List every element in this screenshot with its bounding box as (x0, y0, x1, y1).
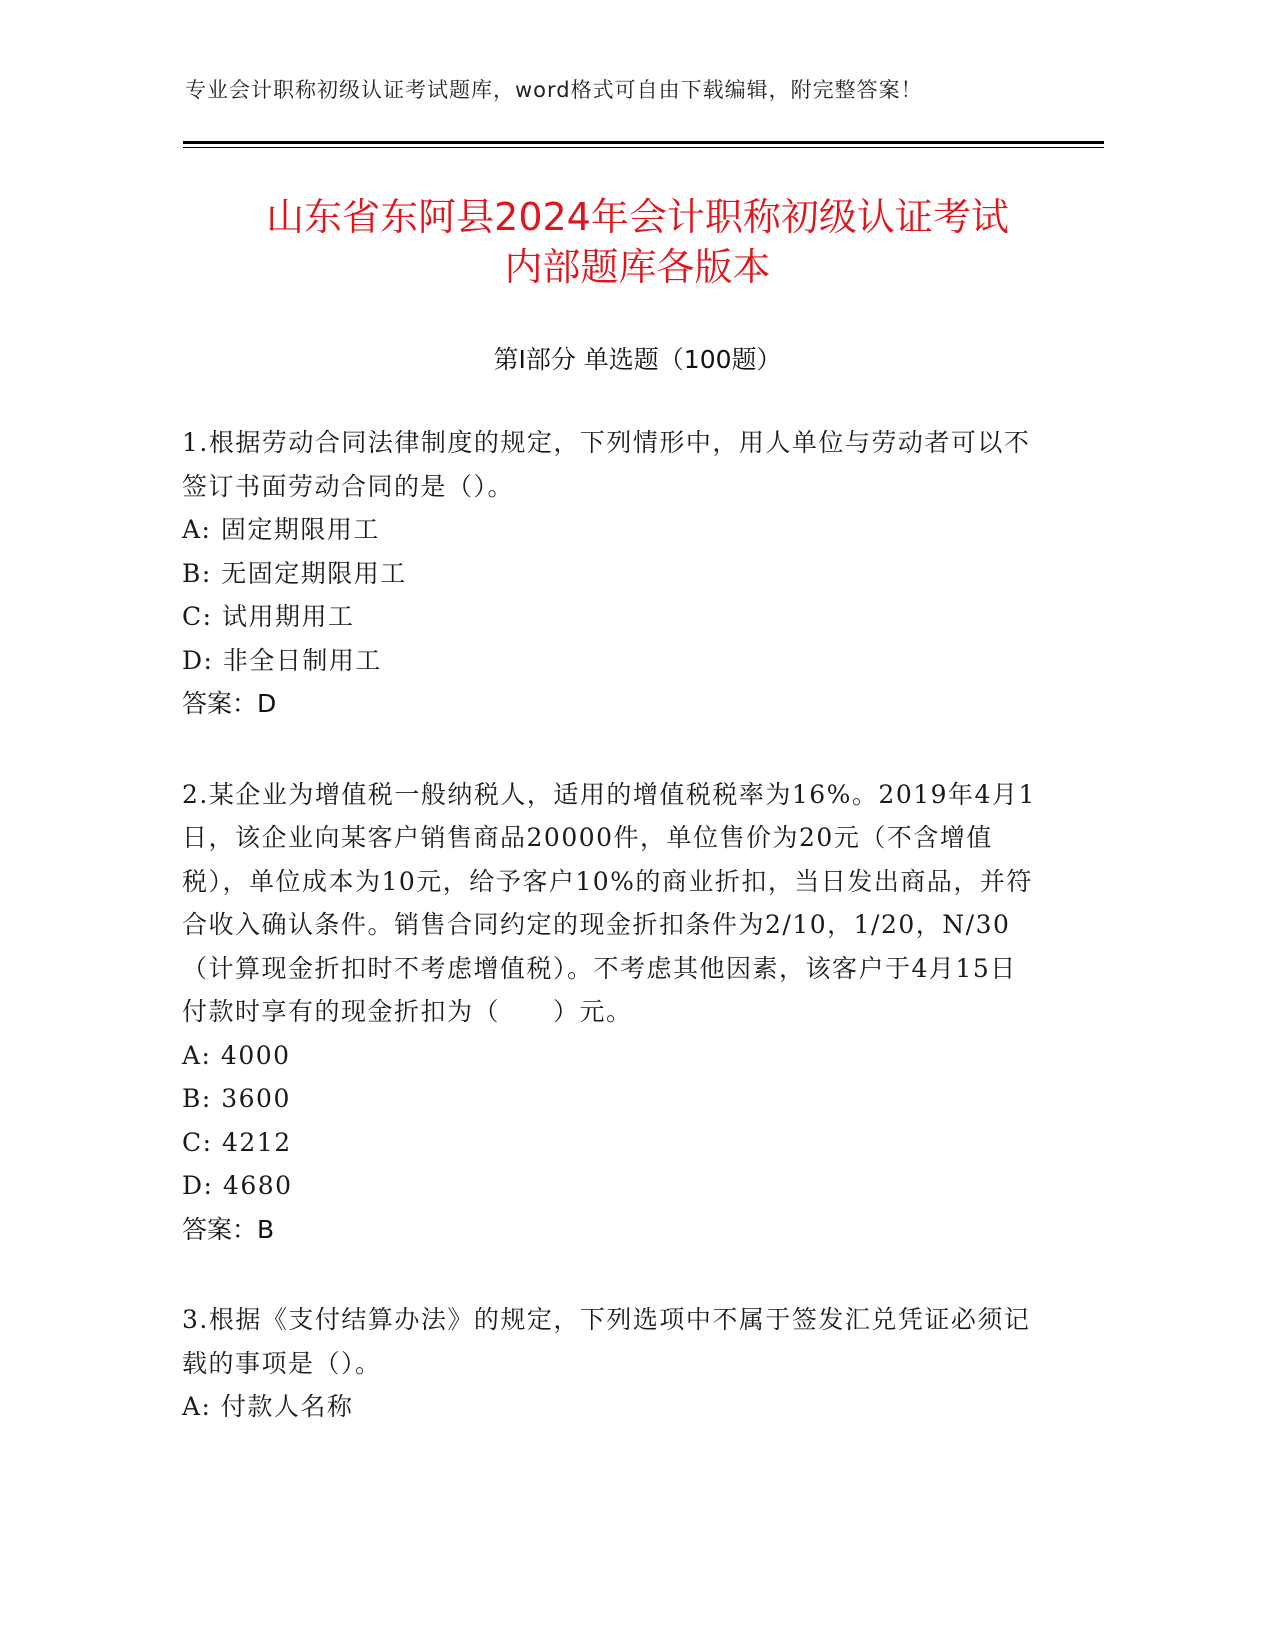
question-list (182, 421, 1042, 1476)
header-note: 专业会计职称初级认证考试题库，word格式可自由下载编辑，附完整答案！ (185, 78, 923, 102)
question-2 (182, 773, 1042, 1252)
option-a: A: 固定期限用工 (182, 515, 380, 544)
question-1 (182, 421, 1042, 726)
answer: 答案：D (182, 689, 277, 718)
question-text: 1.根据劳动合同法律制度的规定，下列情形中，用人单位与劳动者可以不签订书面劳动合同的是（）。 (182, 428, 1031, 501)
option-a: A: 付款人名称 (182, 1392, 354, 1421)
option-c: C: 4212 (182, 1127, 292, 1157)
document-title-line1: 山东省东阿县2024年会计职称初级认证考试 (266, 195, 1009, 239)
question-text: 3.根据《支付结算办法》的规定，下列选项中不属于签发汇兑凭证必须记载的事项是（）。 (182, 1305, 1031, 1378)
header-rule-thick (183, 141, 1104, 144)
option-d: D: 非全日制用工 (182, 645, 382, 675)
document-title (150, 192, 1125, 292)
question-3 (182, 1298, 1042, 1429)
answer: 答案：B (182, 1214, 275, 1244)
option-c: C: 试用期用工 (182, 602, 355, 631)
option-b: B: 3600 (182, 1084, 291, 1113)
section-heading: 第I部分 单选题（100题） (493, 345, 782, 374)
header-rule-thin (183, 147, 1104, 148)
option-a: A: 4000 (182, 1040, 291, 1070)
option-b: B: 无固定期限用工 (182, 558, 407, 588)
option-d: D: 4680 (182, 1171, 293, 1200)
document-title-line2: 内部题库各版本 (504, 245, 771, 289)
question-text: 2.某企业为增值税一般纳税人，适用的增值税税率为16%。2019年4月1日，该企业向某客户销售商品20000件，单位售价为20元（不含增值税），单位成本为10元，给予客户10%的商业折扣，当日发出商品，并符合收入确认条件。销售合同约定的现金折扣条件为2/10，1/20，N/30（计算现金折扣时不考虑增值税）。不考虑其他因素，该客户于4月15日付款时享有的现金折扣为（ ）元。 (182, 779, 1036, 1026)
